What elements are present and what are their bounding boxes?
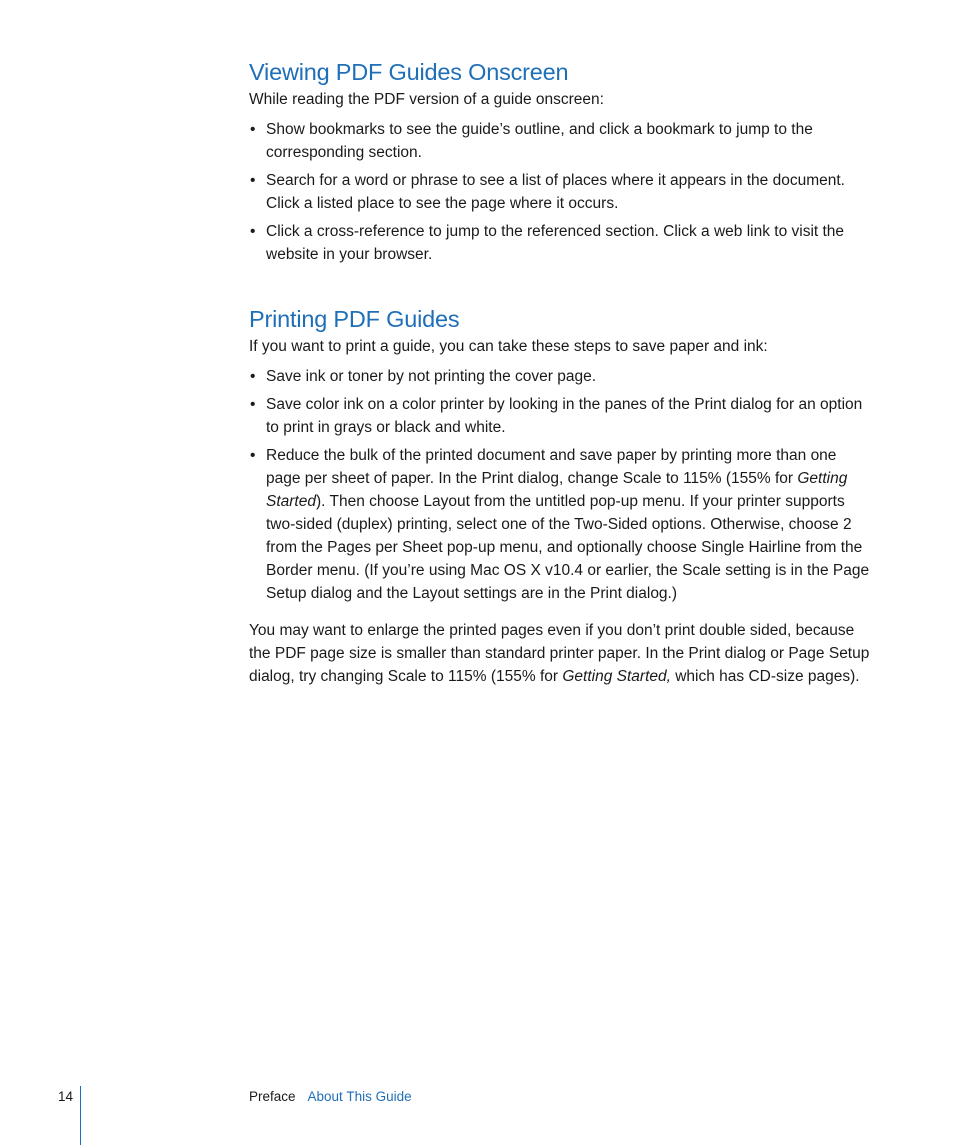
list-item-text: Show bookmarks to see the guide’s outline, and click a bookmark to jump to the corresponding section. [266,121,813,161]
text-segment: ). Then choose Layout from the untitled pop-up menu. If your printer supports two-sided (duplex) printing, select one of the Two-Sided options. Otherwise, choose 2 from the Pages per Sheet pop-up menu, and optionally choose Single Hairline from the Border menu. (If you’re using Mac OS X v10.4 or earlier, the Scale setting is in the Page Setup dialog and the Layout settings are in the Print dialog.) [266,493,870,602]
bullet-marker: • [250,121,256,138]
footer-section-label: Preface [249,1089,296,1104]
bullet-marker: • [250,223,256,240]
bullet-marker: • [250,447,256,464]
list-item [249,118,874,164]
page-content [249,56,874,688]
section-printing [249,303,874,688]
text-segment: You may want to enlarge the printed pages even if you don’t print double sided, because the PDF page size is smaller than standard printer paper. In the Print dialog or Page Setup dialog, try changing Scale to 115% (155% for [249,622,870,685]
printing-bullet-list [249,365,874,605]
footer-running-head [249,1088,412,1106]
text-segment: Reduce the bulk of the printed document and save paper by printing more than one page per sheet of paper. In the Print dialog, change Scale to 115% (155% for [266,447,837,487]
heading-printing-pdf-guides: Printing PDF Guides [249,306,460,332]
printing-intro: If you want to print a guide, you can take these steps to save paper and ink: [249,338,768,355]
heading-viewing-pdf-guides: Viewing PDF Guides Onscreen [249,59,569,85]
viewing-intro: While reading the PDF version of a guide onscreen: [249,91,604,108]
list-item [249,444,874,605]
italic-book-title: Getting Started [266,470,848,510]
footer-divider [80,1086,81,1145]
bullet-marker: • [250,368,256,385]
list-item-text [266,447,869,602]
page-number: 14 [58,1089,74,1104]
list-item-text: Save ink or toner by not printing the cover page. [266,368,597,385]
list-item [249,169,874,215]
list-item [249,220,874,266]
footer-chapter-title: About This Guide [307,1089,412,1104]
closing-paragraph [249,619,874,688]
list-item [249,365,874,388]
section-viewing [249,56,874,266]
list-item-text: Click a cross-reference to jump to the referenced section. Click a web link to visit the website in your browser. [266,223,845,263]
viewing-bullet-list [249,118,874,266]
list-item-text: Search for a word or phrase to see a list of places where it appears in the document. Click a listed place to see the page where it occurs. [266,172,845,212]
bullet-marker: • [250,172,256,189]
text-segment: which has CD-size pages). [670,668,860,685]
list-item-text: Save color ink on a color printer by looking in the panes of the Print dialog for an option to print in grays or black and white. [266,396,863,436]
list-item [249,393,874,439]
italic-book-title: Getting Started, [562,668,671,685]
bullet-marker: • [250,396,256,413]
